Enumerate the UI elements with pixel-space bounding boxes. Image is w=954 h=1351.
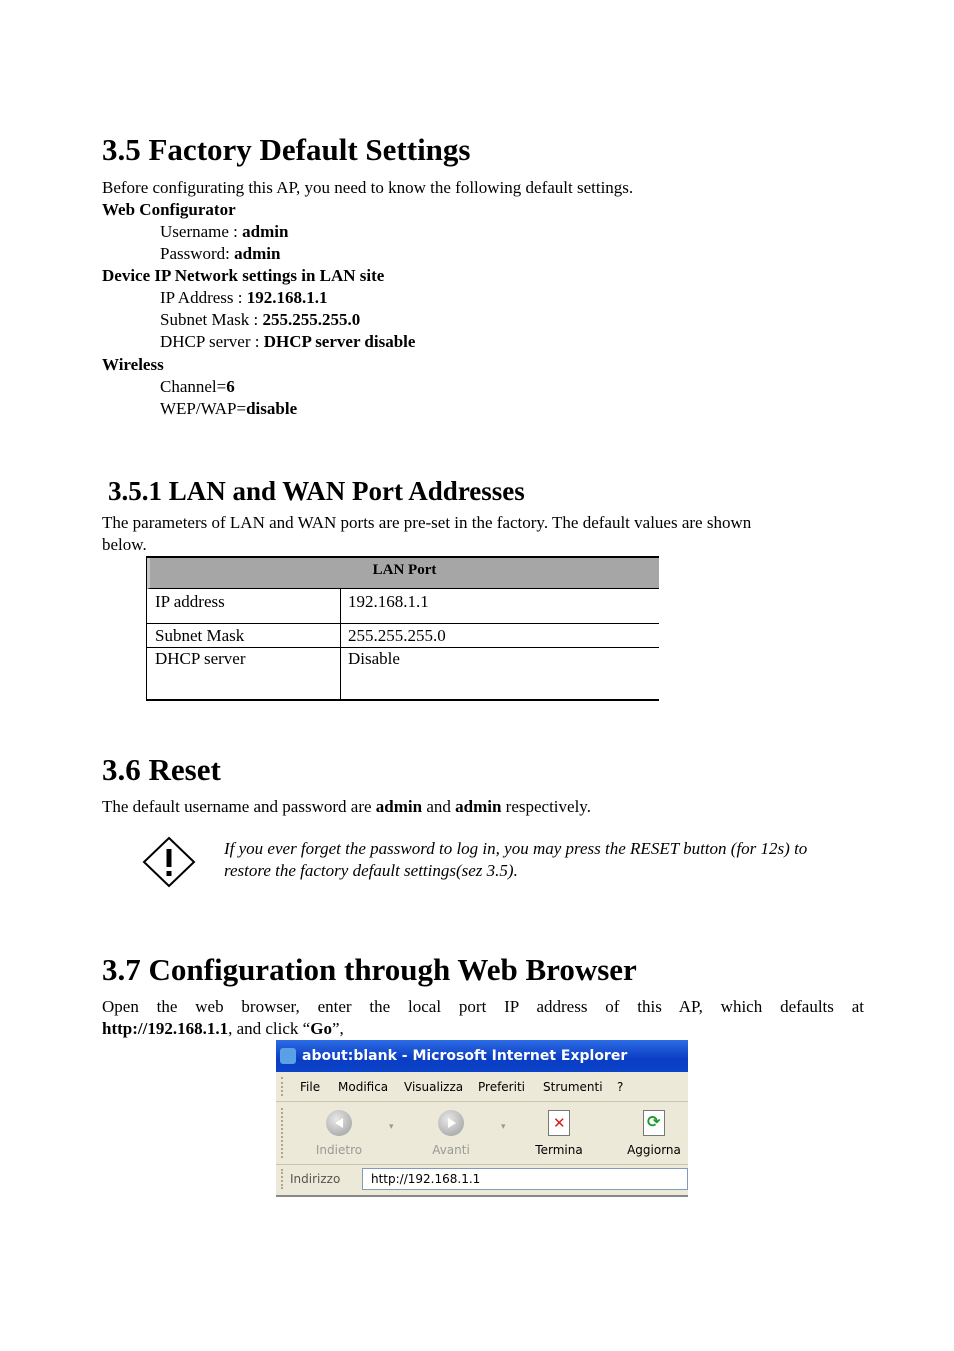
dhcp-server-line: DHCP server : DHCP server disable xyxy=(160,332,416,351)
channel-value: 6 xyxy=(226,377,235,396)
channel-line: Channel=6 xyxy=(160,377,235,396)
address-input[interactable] xyxy=(362,1168,688,1190)
menu-modifica[interactable]: Modifica xyxy=(338,1080,389,1094)
section-title-3-7: 3.7 Configuration through Web Browser xyxy=(102,952,637,987)
back-arrow-icon xyxy=(326,1110,352,1136)
menu-visualizza[interactable]: Visualizza xyxy=(404,1080,464,1094)
ip-address-line: IP Address : 192.168.1.1 xyxy=(160,288,328,307)
stop-button[interactable]: ✕ Termina xyxy=(524,1110,594,1157)
address-label: Indirizzo xyxy=(290,1172,341,1186)
menu-strumenti[interactable]: Strumenti xyxy=(543,1080,603,1094)
lan-port-table-header: LAN Port xyxy=(147,558,659,589)
forward-dropdown-icon[interactable]: ▾ xyxy=(501,1122,506,1132)
default-url: http://192.168.1.1 xyxy=(102,1019,229,1038)
menu-preferiti[interactable]: Preferiti xyxy=(478,1080,525,1094)
subnet-mask-value: 255.255.255.0 xyxy=(262,310,361,329)
device-ip-heading: Device IP Network settings in LAN site xyxy=(102,266,385,285)
browser-toolbar xyxy=(276,1102,688,1165)
reset-text: The default username and password are admin and admin respectively. xyxy=(102,797,591,816)
browser-address-bar xyxy=(276,1165,688,1195)
refresh-button[interactable]: ⟳ Aggiorna xyxy=(627,1112,681,1157)
table-cell-value: 192.168.1.1 xyxy=(348,592,429,611)
wireless-heading: Wireless xyxy=(102,355,164,374)
back-button[interactable]: Indietro xyxy=(304,1110,374,1157)
lan-wan-para-line1: The parameters of LAN and WAN ports are pre-set in the factory. The default values are shown xyxy=(102,513,752,532)
ip-address-value: 192.168.1.1 xyxy=(246,288,328,307)
web-browser-para-line1: Open the web browser, enter the local port IP address of this AP, which defaults at xyxy=(102,997,864,1016)
section-title-3-5: 3.5 Factory Default Settings xyxy=(102,132,471,167)
warning-icon xyxy=(142,836,196,888)
table-row xyxy=(147,589,659,624)
password-value: admin xyxy=(234,244,281,263)
menu-file[interactable]: File xyxy=(300,1080,321,1094)
browser-menu-bar xyxy=(276,1072,688,1102)
web-configurator-heading: Web Configurator xyxy=(102,200,236,219)
table-cell-value: Disable xyxy=(348,649,400,668)
address-value: http://192.168.1.1 xyxy=(371,1172,481,1186)
table-cell-label: IP address xyxy=(155,592,225,611)
menu-help[interactable]: ? xyxy=(617,1080,624,1094)
refresh-icon: ⟳ xyxy=(643,1110,665,1136)
username-value: admin xyxy=(242,222,289,241)
forward-arrow-icon xyxy=(438,1110,464,1136)
table-cell-label: DHCP server xyxy=(155,649,246,668)
section-title-3-6: 3.6 Reset xyxy=(102,752,221,787)
password-line: Password: admin xyxy=(160,244,281,263)
ie-logo-icon xyxy=(280,1048,296,1064)
section-title-3-5-1: 3.5.1 LAN and WAN Port Addresses xyxy=(108,476,525,506)
subnet-mask-line: Subnet Mask : 255.255.255.0 xyxy=(160,310,361,329)
lan-port-table xyxy=(146,556,659,701)
table-cell-value: 255.255.255.0 xyxy=(348,626,446,645)
browser-title: about:blank - Microsoft Internet Explorer xyxy=(302,1048,628,1064)
stop-icon: ✕ xyxy=(548,1110,570,1136)
dhcp-server-value: DHCP server disable xyxy=(263,332,416,351)
web-browser-para-line2: http://192.168.1.1, and click “Go”, xyxy=(102,1019,344,1038)
table-cell-label: Subnet Mask xyxy=(155,626,245,645)
table-row xyxy=(147,624,659,648)
lan-wan-para-line2: below. xyxy=(102,535,147,554)
reset-note-line1: If you ever forget the password to log in, you may press the RESET button (for 12s) to xyxy=(224,839,808,858)
intro-text: Before configurating this AP, you need to know the following default settings. xyxy=(102,178,634,197)
browser-screenshot xyxy=(276,1040,688,1205)
table-row xyxy=(147,648,659,696)
username-line: Username : admin xyxy=(160,222,289,241)
back-dropdown-icon[interactable]: ▾ xyxy=(389,1122,394,1132)
wep-value: disable xyxy=(246,399,298,418)
browser-title-bar xyxy=(276,1040,688,1072)
forward-button[interactable]: Avanti xyxy=(416,1110,486,1157)
reset-note-line2: restore the factory default settings(sez 3.5). xyxy=(224,861,518,880)
wep-line: WEP/WAP=disable xyxy=(160,399,298,418)
